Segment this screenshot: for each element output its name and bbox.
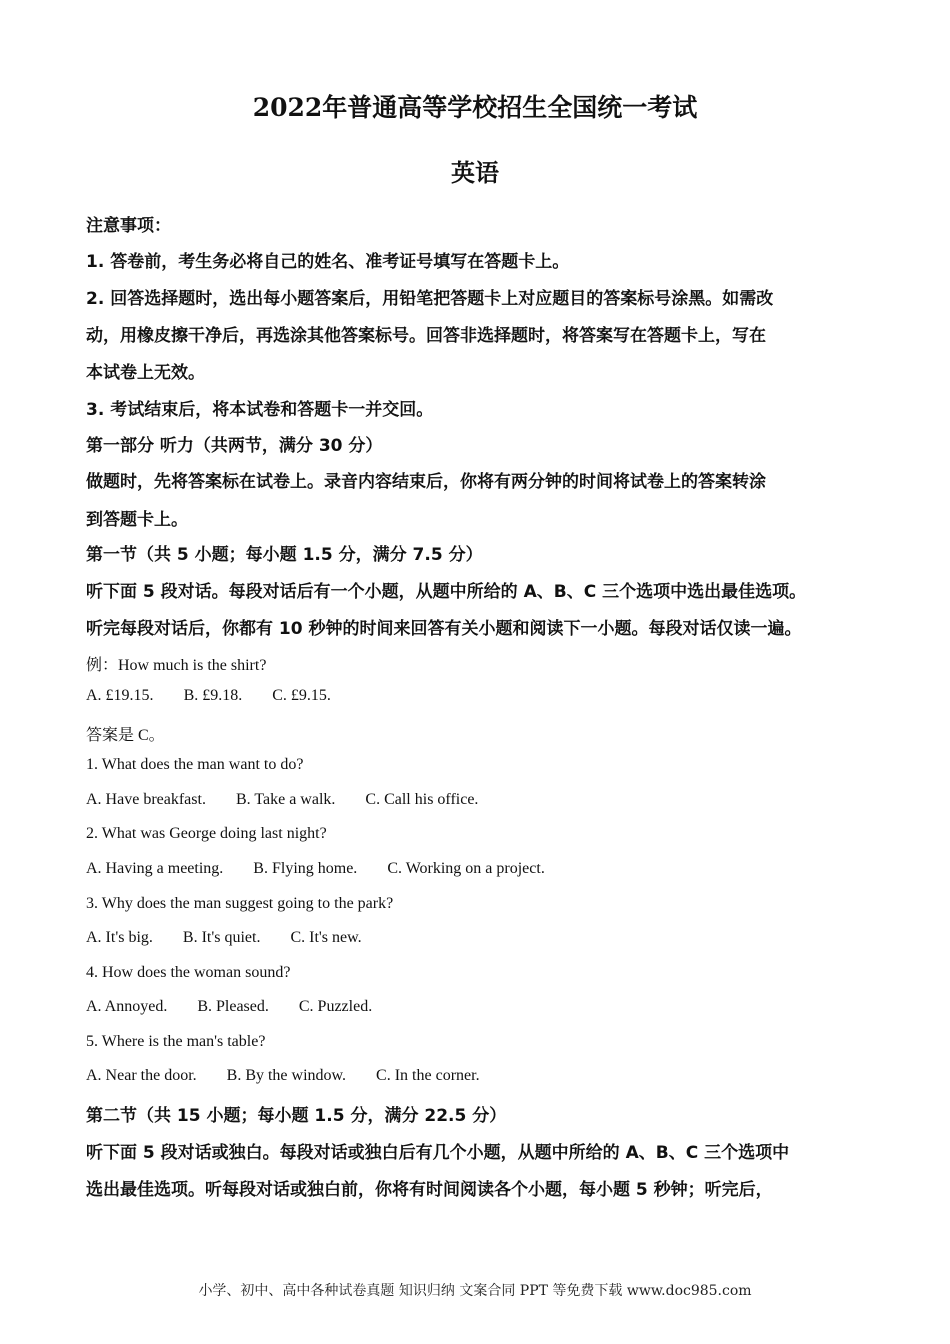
- option-a: A. Have breakfast.: [86, 791, 206, 808]
- option-b: B. By the window.: [226, 1067, 347, 1084]
- option-c: C. Working on a project.: [387, 860, 545, 877]
- example-question: 例：How much is the shirt?: [86, 657, 267, 674]
- option-a: A. It's big.: [86, 929, 153, 946]
- section2-instruction-line-2: 选出最佳选项。听每段对话或独白前，你将有时间阅读各个小题，每小题 5 秒钟；听完后，: [86, 1180, 773, 1200]
- option-b: B. Flying home.: [253, 860, 358, 877]
- question-1: 1. What does the man want to do?: [86, 756, 304, 773]
- example-answer: 答案是 C。: [86, 727, 165, 744]
- question-2-options: [86, 860, 545, 878]
- part1-heading: 第一部分 听力（共两节，满分 30 分）: [86, 436, 383, 456]
- option-c: C. £9.15.: [272, 687, 331, 704]
- notice-item-3: 3. 考试结束后，将本试卷和答题卡一并交回。: [86, 400, 434, 420]
- question-1-options: [86, 791, 478, 809]
- notice-heading: 注意事项：: [86, 216, 171, 236]
- section1-instruction-line-2: 听完每段对话后，你都有 10 秒钟的时间来回答有关小题和阅读下一小题。每段对话仅读一遍。: [86, 619, 802, 639]
- question-3: 3. Why does the man suggest going to the park?: [86, 895, 394, 912]
- question-3-options: [86, 929, 362, 947]
- option-c: C. Puzzled.: [298, 998, 373, 1015]
- question-5-options: [86, 1067, 480, 1085]
- subject-title: 英语: [451, 158, 499, 187]
- question-5: 5. Where is the man's table?: [86, 1033, 266, 1050]
- question-4: 4. How does the woman sound?: [86, 964, 291, 981]
- notice-item-2-line-3: 本试卷上无效。: [86, 363, 205, 383]
- option-c: C. It's new.: [290, 929, 362, 946]
- section1-heading: 第一节（共 5 小题；每小题 1.5 分，满分 7.5 分）: [86, 545, 483, 565]
- section1-instruction-line-1: 听下面 5 段对话。每段对话后有一个小题，从题中所给的 A、B、C 三个选项中选出最佳选项。: [86, 582, 807, 602]
- question-4-options: [86, 998, 372, 1016]
- part1-intro-line-1: 做题时，先将答案标在试卷上。录音内容结束后，你将有两分钟的时间将试卷上的答案转涂: [86, 472, 766, 492]
- option-c: C. In the corner.: [376, 1067, 480, 1084]
- option-b: B. £9.18.: [183, 687, 243, 704]
- section2-heading: 第二节（共 15 小题；每小题 1.5 分，满分 22.5 分）: [86, 1106, 507, 1126]
- option-b: B. Take a walk.: [235, 791, 336, 808]
- option-a: A. Annoyed.: [86, 998, 168, 1015]
- exam-title: 2022年普通高等学校招生全国统一考试: [252, 93, 698, 122]
- notice-item-2-line-1: 2. 回答选择题时，选出每小题答案后，用铅笔把答题卡上对应题目的答案标号涂黑。如需改: [86, 289, 774, 309]
- option-b: B. Pleased.: [197, 998, 269, 1015]
- option-b: B. It's quiet.: [182, 929, 261, 946]
- option-a: A. Near the door.: [86, 1067, 197, 1084]
- footer-text: 小学、初中、高中各种试卷真题 知识归纳 文案合同 PPT 等免费下载 www.doc985.com: [198, 1283, 752, 1299]
- example-options: [86, 687, 331, 705]
- question-2: 2. What was George doing last night?: [86, 825, 327, 842]
- option-c: C. Call his office.: [365, 791, 479, 808]
- notice-item-1: 1. 答卷前，考生务必将自己的姓名、准考证号填写在答题卡上。: [86, 252, 570, 272]
- part1-intro-line-2: 到答题卡上。: [86, 510, 188, 530]
- option-a: A. £19.15.: [86, 687, 154, 704]
- section2-instruction-line-1: 听下面 5 段对话或独白。每段对话或独白后有几个小题，从题中所给的 A、B、C 三个选项中: [86, 1143, 790, 1163]
- option-a: A. Having a meeting.: [86, 860, 224, 877]
- notice-item-2-line-2: 动，用橡皮擦干净后，再选涂其他答案标号。回答非选择题时，将答案写在答题卡上，写在: [86, 326, 766, 346]
